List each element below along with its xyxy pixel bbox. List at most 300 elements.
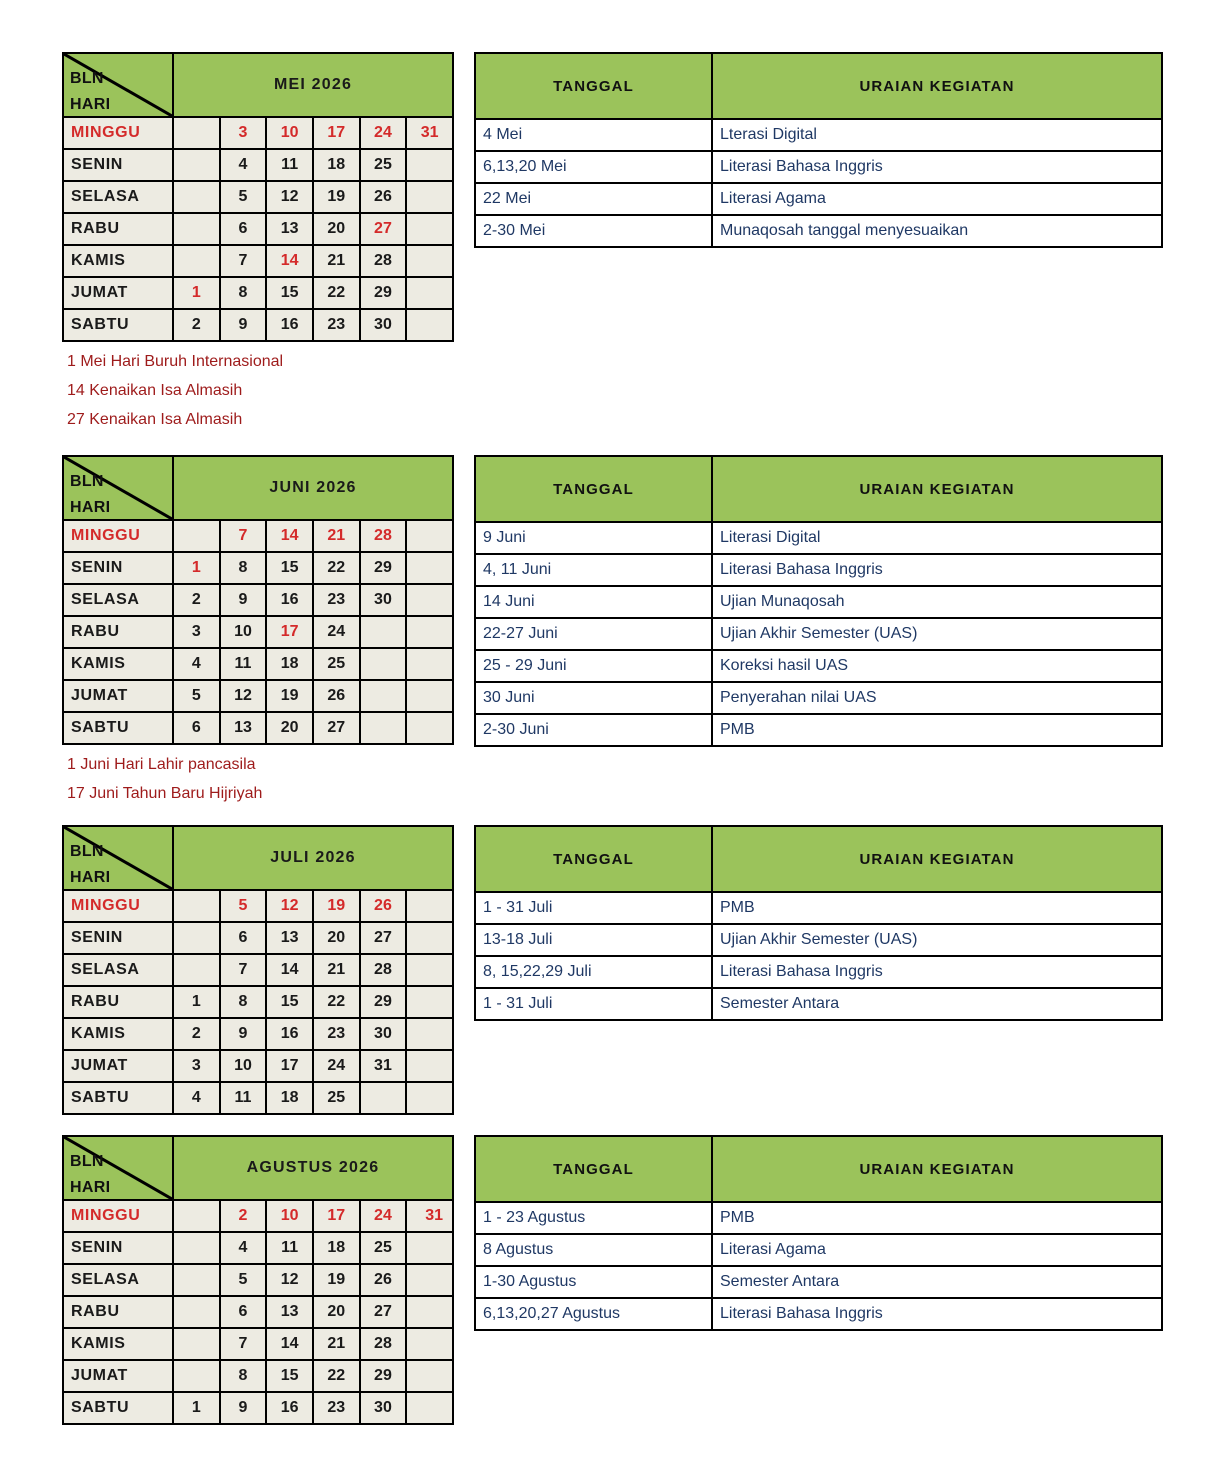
calendar-row-minggu bbox=[63, 1200, 453, 1232]
date-cell: 26 bbox=[313, 680, 360, 712]
date-cell: 7 bbox=[220, 1328, 267, 1360]
date-cell: 23 bbox=[313, 1392, 360, 1424]
date-cell: 25 bbox=[360, 149, 407, 181]
calendar-table-agustus bbox=[62, 1135, 454, 1425]
date-cell: 23 bbox=[313, 309, 360, 341]
event-header-row bbox=[475, 53, 1162, 119]
date-cell: 29 bbox=[360, 986, 407, 1018]
date-cell: 27 bbox=[360, 922, 407, 954]
date-cell bbox=[406, 680, 453, 712]
date-cell: 14 bbox=[266, 1328, 313, 1360]
calendar-table-mei bbox=[62, 52, 454, 342]
date-cell: 11 bbox=[266, 149, 313, 181]
event-desc-cell: Lterasi Digital bbox=[712, 119, 1162, 151]
date-cell: 25 bbox=[360, 1232, 407, 1264]
day-label: JUMAT bbox=[63, 277, 173, 309]
date-cell: 9 bbox=[220, 309, 267, 341]
date-cell: 18 bbox=[266, 648, 313, 680]
date-cell: 4 bbox=[220, 149, 267, 181]
event-row bbox=[475, 682, 1162, 714]
day-label: SABTU bbox=[63, 712, 173, 744]
date-cell: 20 bbox=[266, 712, 313, 744]
date-cell: 18 bbox=[313, 149, 360, 181]
calendar-corner-cell bbox=[63, 826, 173, 890]
date-cell bbox=[173, 181, 220, 213]
date-cell bbox=[406, 1232, 453, 1264]
day-label: RABU bbox=[63, 616, 173, 648]
event-date-cell: 1 - 31 Juli bbox=[475, 892, 712, 924]
date-cell: 28 bbox=[360, 520, 407, 552]
date-cell bbox=[406, 1082, 453, 1114]
date-cell: 11 bbox=[220, 648, 267, 680]
holiday-notes-mei bbox=[67, 347, 454, 434]
event-row bbox=[475, 183, 1162, 215]
event-row bbox=[475, 1266, 1162, 1298]
date-cell: 15 bbox=[266, 1360, 313, 1392]
date-cell: 12 bbox=[266, 890, 313, 922]
date-cell: 9 bbox=[220, 1392, 267, 1424]
event-date-cell: 4 Mei bbox=[475, 119, 712, 151]
date-cell bbox=[173, 1200, 220, 1232]
event-date-cell: 6,13,20,27 Agustus bbox=[475, 1298, 712, 1330]
date-cell: 5 bbox=[220, 890, 267, 922]
date-cell: 31 bbox=[406, 117, 453, 149]
event-date-cell: 9 Juni bbox=[475, 522, 712, 554]
event-date-cell: 6,13,20 Mei bbox=[475, 151, 712, 183]
date-cell bbox=[406, 584, 453, 616]
event-row bbox=[475, 1202, 1162, 1234]
corner-label-bln: BLN bbox=[70, 70, 104, 87]
date-cell bbox=[360, 712, 407, 744]
date-cell: 3 bbox=[220, 117, 267, 149]
date-cell: 24 bbox=[313, 1050, 360, 1082]
date-cell: 26 bbox=[360, 1264, 407, 1296]
date-cell: 31 bbox=[406, 1200, 453, 1232]
calendar-header-row bbox=[63, 826, 453, 890]
event-row bbox=[475, 522, 1162, 554]
event-header-desc: URAIAN KEGIATAN bbox=[712, 826, 1162, 892]
day-label: SENIN bbox=[63, 149, 173, 181]
event-date-cell: 22-27 Juni bbox=[475, 618, 712, 650]
event-block-mei bbox=[474, 52, 1163, 248]
day-label: MINGGU bbox=[63, 520, 173, 552]
date-cell: 26 bbox=[360, 181, 407, 213]
event-desc-cell: Munaqosah tanggal menyesuaikan bbox=[712, 215, 1162, 247]
date-cell: 10 bbox=[220, 616, 267, 648]
calendar-row-jumat bbox=[63, 1050, 453, 1082]
date-cell bbox=[406, 986, 453, 1018]
calendar-block-juni bbox=[62, 455, 454, 808]
day-label: KAMIS bbox=[63, 648, 173, 680]
date-cell: 13 bbox=[266, 213, 313, 245]
holiday-notes-juni bbox=[67, 750, 454, 808]
date-cell: 12 bbox=[220, 680, 267, 712]
event-desc-cell: Ujian Akhir Semester (UAS) bbox=[712, 924, 1162, 956]
date-cell: 24 bbox=[360, 1200, 407, 1232]
date-cell: 2 bbox=[173, 1018, 220, 1050]
date-cell: 18 bbox=[313, 1232, 360, 1264]
date-cell: 3 bbox=[173, 1050, 220, 1082]
date-cell: 9 bbox=[220, 1018, 267, 1050]
date-cell bbox=[173, 954, 220, 986]
date-cell bbox=[406, 1296, 453, 1328]
event-date-cell: 8, 15,22,29 Juli bbox=[475, 956, 712, 988]
date-cell: 4 bbox=[220, 1232, 267, 1264]
date-cell bbox=[173, 1328, 220, 1360]
date-cell: 15 bbox=[266, 277, 313, 309]
event-header-desc: URAIAN KEGIATAN bbox=[712, 456, 1162, 522]
event-date-cell: 1-30 Agustus bbox=[475, 1266, 712, 1298]
holiday-note: 14 Kenaikan Isa Almasih bbox=[67, 382, 243, 399]
date-cell bbox=[173, 520, 220, 552]
date-cell: 22 bbox=[313, 552, 360, 584]
date-cell: 25 bbox=[313, 1082, 360, 1114]
event-row bbox=[475, 988, 1162, 1020]
calendar-corner-cell bbox=[63, 456, 173, 520]
corner-label-hari: HARI bbox=[70, 96, 111, 113]
date-cell: 16 bbox=[266, 309, 313, 341]
date-cell: 30 bbox=[360, 584, 407, 616]
event-desc-cell: Penyerahan nilai UAS bbox=[712, 682, 1162, 714]
event-desc-cell: Literasi Bahasa Inggris bbox=[712, 151, 1162, 183]
event-header-row bbox=[475, 826, 1162, 892]
day-label: KAMIS bbox=[63, 1328, 173, 1360]
calendar-table-juli bbox=[62, 825, 454, 1115]
corner-label-hari: HARI bbox=[70, 499, 111, 516]
event-row bbox=[475, 714, 1162, 746]
event-table-mei bbox=[474, 52, 1163, 248]
calendar-month-title: JULI 2026 bbox=[173, 826, 453, 890]
day-label: SENIN bbox=[63, 922, 173, 954]
date-cell: 6 bbox=[173, 712, 220, 744]
date-cell bbox=[173, 149, 220, 181]
date-cell bbox=[173, 922, 220, 954]
date-cell: 4 bbox=[173, 1082, 220, 1114]
event-desc-cell: Literasi Digital bbox=[712, 522, 1162, 554]
event-date-cell: 22 Mei bbox=[475, 183, 712, 215]
date-cell: 22 bbox=[313, 986, 360, 1018]
date-cell bbox=[406, 520, 453, 552]
day-label: SENIN bbox=[63, 552, 173, 584]
event-desc-cell: Semester Antara bbox=[712, 988, 1162, 1020]
date-cell bbox=[173, 1360, 220, 1392]
calendar-row-rabu bbox=[63, 1296, 453, 1328]
date-cell: 17 bbox=[313, 117, 360, 149]
calendar-row-selasa bbox=[63, 1264, 453, 1296]
date-cell bbox=[406, 890, 453, 922]
event-row bbox=[475, 618, 1162, 650]
event-table-agustus bbox=[474, 1135, 1163, 1331]
date-cell: 22 bbox=[313, 277, 360, 309]
date-cell: 8 bbox=[220, 1360, 267, 1392]
calendar-month-title: AGUSTUS 2026 bbox=[173, 1136, 453, 1200]
event-date-cell: 1 - 23 Agustus bbox=[475, 1202, 712, 1234]
day-label: RABU bbox=[63, 213, 173, 245]
event-date-cell: 4, 11 Juni bbox=[475, 554, 712, 586]
calendar-month-title: MEI 2026 bbox=[173, 53, 453, 117]
event-table-juli bbox=[474, 825, 1163, 1021]
event-date-cell: 14 Juni bbox=[475, 586, 712, 618]
date-cell: 15 bbox=[266, 986, 313, 1018]
event-row bbox=[475, 119, 1162, 151]
date-cell: 27 bbox=[313, 712, 360, 744]
event-desc-cell: Literasi Agama bbox=[712, 1234, 1162, 1266]
date-cell: 7 bbox=[220, 520, 267, 552]
event-desc-cell: Literasi Bahasa Inggris bbox=[712, 956, 1162, 988]
event-row bbox=[475, 151, 1162, 183]
event-desc-cell: Koreksi hasil UAS bbox=[712, 650, 1162, 682]
calendar-row-kamis bbox=[63, 1018, 453, 1050]
corner-label-hari: HARI bbox=[70, 869, 111, 886]
calendar-header-row bbox=[63, 456, 453, 520]
date-cell: 11 bbox=[266, 1232, 313, 1264]
day-label: RABU bbox=[63, 986, 173, 1018]
day-label: JUMAT bbox=[63, 680, 173, 712]
event-desc-cell: Semester Antara bbox=[712, 1266, 1162, 1298]
date-cell: 29 bbox=[360, 1360, 407, 1392]
day-label: SABTU bbox=[63, 1082, 173, 1114]
event-row bbox=[475, 554, 1162, 586]
date-cell: 17 bbox=[266, 616, 313, 648]
date-cell bbox=[406, 616, 453, 648]
date-cell bbox=[173, 213, 220, 245]
day-label: SABTU bbox=[63, 1392, 173, 1424]
event-header-row bbox=[475, 1136, 1162, 1202]
date-cell bbox=[406, 309, 453, 341]
date-cell bbox=[406, 922, 453, 954]
date-cell: 20 bbox=[313, 922, 360, 954]
date-cell: 17 bbox=[313, 1200, 360, 1232]
calendar-row-minggu bbox=[63, 890, 453, 922]
date-cell bbox=[173, 1296, 220, 1328]
date-cell: 6 bbox=[220, 922, 267, 954]
calendar-row-sabtu bbox=[63, 712, 453, 744]
holiday-note: 1 Juni Hari Lahir pancasila bbox=[67, 756, 256, 773]
date-cell: 16 bbox=[266, 584, 313, 616]
event-header-date: TANGGAL bbox=[475, 826, 712, 892]
date-cell: 30 bbox=[360, 309, 407, 341]
date-cell bbox=[360, 680, 407, 712]
date-cell: 1 bbox=[173, 277, 220, 309]
event-header-row bbox=[475, 456, 1162, 522]
calendar-row-sabtu bbox=[63, 1392, 453, 1424]
date-cell: 6 bbox=[220, 213, 267, 245]
event-desc-cell: Literasi Bahasa Inggris bbox=[712, 1298, 1162, 1330]
calendar-month-title: JUNI 2026 bbox=[173, 456, 453, 520]
calendar-row-jumat bbox=[63, 1360, 453, 1392]
date-cell bbox=[406, 1328, 453, 1360]
calendar-corner-cell bbox=[63, 1136, 173, 1200]
event-desc-cell: Literasi Agama bbox=[712, 183, 1162, 215]
date-cell: 16 bbox=[266, 1392, 313, 1424]
date-cell: 8 bbox=[220, 986, 267, 1018]
date-cell: 12 bbox=[266, 181, 313, 213]
date-cell: 19 bbox=[313, 181, 360, 213]
date-cell: 26 bbox=[360, 890, 407, 922]
event-table-juni bbox=[474, 455, 1163, 747]
date-cell bbox=[360, 616, 407, 648]
date-cell: 27 bbox=[360, 1296, 407, 1328]
event-date-cell: 8 Agustus bbox=[475, 1234, 712, 1266]
calendar-row-kamis bbox=[63, 648, 453, 680]
calendar-row-kamis bbox=[63, 1328, 453, 1360]
date-cell: 21 bbox=[313, 520, 360, 552]
calendar-row-senin bbox=[63, 149, 453, 181]
day-label: MINGGU bbox=[63, 117, 173, 149]
date-cell: 2 bbox=[220, 1200, 267, 1232]
event-date-cell: 25 - 29 Juni bbox=[475, 650, 712, 682]
date-cell: 1 bbox=[173, 552, 220, 584]
date-cell: 7 bbox=[220, 954, 267, 986]
event-header-desc: URAIAN KEGIATAN bbox=[712, 1136, 1162, 1202]
event-row bbox=[475, 1234, 1162, 1266]
date-cell bbox=[406, 552, 453, 584]
date-cell: 17 bbox=[266, 1050, 313, 1082]
date-cell: 21 bbox=[313, 1328, 360, 1360]
date-cell: 31 bbox=[360, 1050, 407, 1082]
day-label: MINGGU bbox=[63, 890, 173, 922]
date-cell bbox=[406, 648, 453, 680]
event-desc-cell: PMB bbox=[712, 1202, 1162, 1234]
date-cell: 5 bbox=[220, 181, 267, 213]
date-cell bbox=[173, 245, 220, 277]
day-label: SELASA bbox=[63, 954, 173, 986]
event-header-desc: URAIAN KEGIATAN bbox=[712, 53, 1162, 119]
day-label: JUMAT bbox=[63, 1360, 173, 1392]
date-cell: 14 bbox=[266, 954, 313, 986]
holiday-note: 1 Mei Hari Buruh Internasional bbox=[67, 353, 284, 370]
calendar-row-sabtu bbox=[63, 309, 453, 341]
date-cell bbox=[406, 1050, 453, 1082]
corner-label-bln: BLN bbox=[70, 1153, 104, 1170]
date-cell: 24 bbox=[313, 616, 360, 648]
event-row bbox=[475, 1298, 1162, 1330]
date-cell bbox=[173, 117, 220, 149]
date-cell: 7 bbox=[220, 245, 267, 277]
holiday-note: 27 Kenaikan Isa Almasih bbox=[67, 411, 243, 428]
date-cell bbox=[173, 890, 220, 922]
corner-label-bln: BLN bbox=[70, 473, 104, 490]
day-label: SENIN bbox=[63, 1232, 173, 1264]
event-header-date: TANGGAL bbox=[475, 53, 712, 119]
date-cell: 14 bbox=[266, 520, 313, 552]
day-label: SELASA bbox=[63, 1264, 173, 1296]
date-cell: 10 bbox=[266, 117, 313, 149]
day-label: JUMAT bbox=[63, 1050, 173, 1082]
date-cell: 14 bbox=[266, 245, 313, 277]
calendar-row-selasa bbox=[63, 584, 453, 616]
date-cell: 6 bbox=[220, 1296, 267, 1328]
date-cell bbox=[406, 245, 453, 277]
date-cell: 2 bbox=[173, 309, 220, 341]
day-label: KAMIS bbox=[63, 245, 173, 277]
event-row bbox=[475, 586, 1162, 618]
event-block-juli bbox=[474, 825, 1163, 1021]
calendar-block-agustus bbox=[62, 1135, 454, 1425]
event-date-cell: 13-18 Juli bbox=[475, 924, 712, 956]
date-cell: 1 bbox=[173, 1392, 220, 1424]
calendar-block-mei bbox=[62, 52, 454, 434]
date-cell bbox=[360, 1082, 407, 1114]
date-cell bbox=[406, 277, 453, 309]
date-cell: 22 bbox=[313, 1360, 360, 1392]
calendar-row-jumat bbox=[63, 680, 453, 712]
date-cell: 10 bbox=[266, 1200, 313, 1232]
calendar-row-rabu bbox=[63, 616, 453, 648]
date-cell: 30 bbox=[360, 1018, 407, 1050]
day-label: SELASA bbox=[63, 181, 173, 213]
calendar-row-rabu bbox=[63, 213, 453, 245]
date-cell: 28 bbox=[360, 245, 407, 277]
calendar-row-selasa bbox=[63, 954, 453, 986]
date-cell: 2 bbox=[173, 584, 220, 616]
date-cell bbox=[173, 1264, 220, 1296]
day-label: SELASA bbox=[63, 584, 173, 616]
event-date-cell: 1 - 31 Juli bbox=[475, 988, 712, 1020]
event-header-date: TANGGAL bbox=[475, 1136, 712, 1202]
date-cell bbox=[406, 213, 453, 245]
date-cell: 9 bbox=[220, 584, 267, 616]
date-cell: 21 bbox=[313, 245, 360, 277]
calendar-header-row bbox=[63, 53, 453, 117]
date-cell: 15 bbox=[266, 552, 313, 584]
date-cell: 5 bbox=[173, 680, 220, 712]
date-cell: 28 bbox=[360, 1328, 407, 1360]
event-header-date: TANGGAL bbox=[475, 456, 712, 522]
date-cell: 8 bbox=[220, 277, 267, 309]
corner-label-hari: HARI bbox=[70, 1179, 111, 1196]
date-cell: 1 bbox=[173, 986, 220, 1018]
date-cell: 24 bbox=[360, 117, 407, 149]
date-cell: 19 bbox=[266, 680, 313, 712]
event-row bbox=[475, 924, 1162, 956]
date-cell: 29 bbox=[360, 552, 407, 584]
date-cell: 5 bbox=[220, 1264, 267, 1296]
date-cell: 30 bbox=[360, 1392, 407, 1424]
event-desc-cell: Literasi Bahasa Inggris bbox=[712, 554, 1162, 586]
calendar-header-row bbox=[63, 1136, 453, 1200]
date-cell bbox=[406, 149, 453, 181]
date-cell: 29 bbox=[360, 277, 407, 309]
event-desc-cell: PMB bbox=[712, 892, 1162, 924]
date-cell bbox=[406, 181, 453, 213]
date-cell: 27 bbox=[360, 213, 407, 245]
event-row bbox=[475, 650, 1162, 682]
event-date-cell: 2-30 Juni bbox=[475, 714, 712, 746]
event-desc-cell: PMB bbox=[712, 714, 1162, 746]
date-cell: 19 bbox=[313, 1264, 360, 1296]
date-cell bbox=[406, 1264, 453, 1296]
date-cell: 23 bbox=[313, 1018, 360, 1050]
date-cell: 3 bbox=[173, 616, 220, 648]
date-cell: 28 bbox=[360, 954, 407, 986]
calendar-table-juni bbox=[62, 455, 454, 745]
date-cell bbox=[406, 1018, 453, 1050]
date-cell: 11 bbox=[220, 1082, 267, 1114]
calendar-row-sabtu bbox=[63, 1082, 453, 1114]
event-desc-cell: Ujian Akhir Semester (UAS) bbox=[712, 618, 1162, 650]
calendar-row-minggu bbox=[63, 117, 453, 149]
calendar-row-rabu bbox=[63, 986, 453, 1018]
date-cell: 13 bbox=[220, 712, 267, 744]
calendar-row-selasa bbox=[63, 181, 453, 213]
date-cell: 20 bbox=[313, 213, 360, 245]
date-cell: 4 bbox=[173, 648, 220, 680]
date-cell: 20 bbox=[313, 1296, 360, 1328]
calendar-row-minggu bbox=[63, 520, 453, 552]
day-label: SABTU bbox=[63, 309, 173, 341]
date-cell: 12 bbox=[266, 1264, 313, 1296]
